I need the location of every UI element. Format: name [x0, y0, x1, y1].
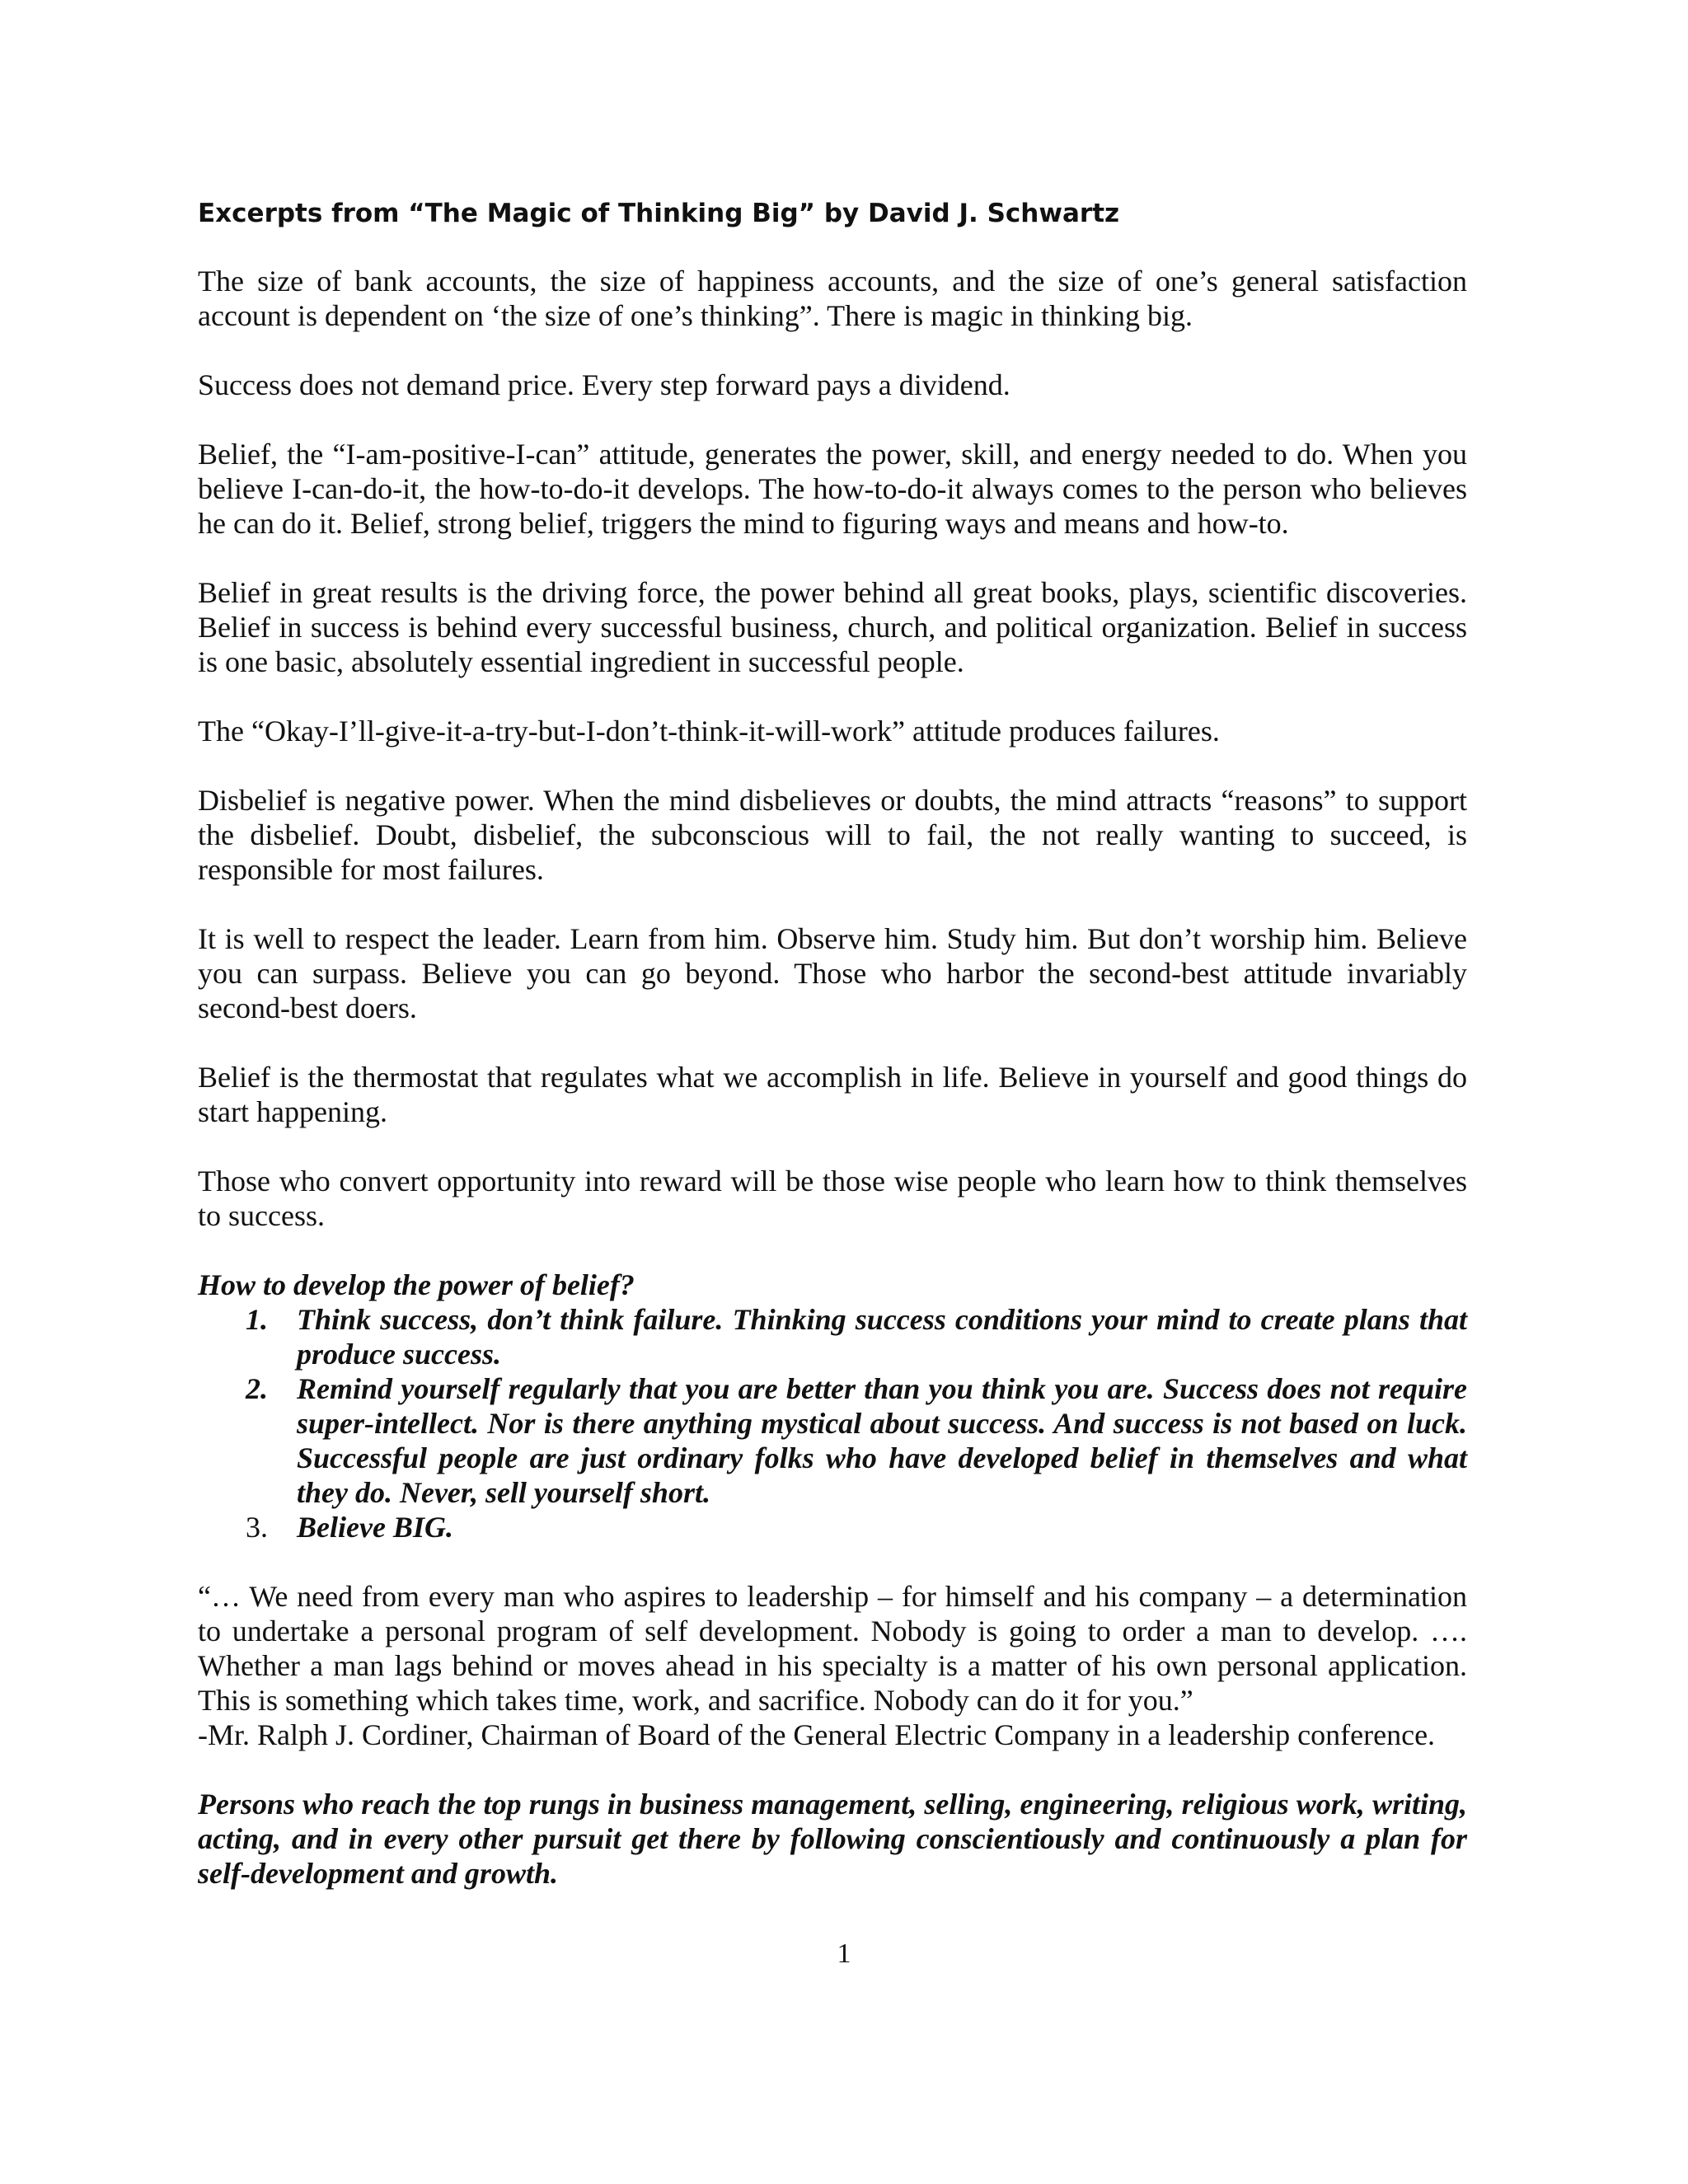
list-item-number: 1.: [246, 1303, 268, 1336]
page-number: 1: [837, 1938, 851, 1969]
paragraph-7: It is well to respect the leader. Learn from him. Observe him. Study him. But don’t worship him. Believe you can surpass. Believe you can go beyond. Those who harbor the second-best attitude invariably second-best doers.: [198, 922, 1467, 1024]
belief-list: [198, 1302, 1467, 1544]
paragraph-2: Success does not demand price. Every step forward pays a dividend.: [198, 368, 1010, 401]
quote: “… We need from every man who aspires to leadership – for himself and his company – a determination to undertake a personal program of self development. Nobody is going to order a man to develop. …. Whether a man lags behind or moves ahead in his specialty is a matter of his own personal application. This is something which takes time, work, and sacrifice. Nobody can do it for you.”: [198, 1580, 1467, 1717]
closing-statement: Persons who reach the top rungs in business management, selling, engineering, religious work, writing, acting, and in every other pursuit get there by following conscientiously and continuously a plan for self-development and growth.: [198, 1788, 1467, 1890]
list-item-text: Remind yourself regularly that you are better than you think you are. Success does not require super-intellect. Nor is there anything mystical about success. And success is not based on luck. Successful people are just ordinary folks who have developed belief in themselves and what they do. Never, sell yourself short.: [297, 1372, 1467, 1509]
document-title: Excerpts from “The Magic of Thinking Big” by David J. Schwartz: [198, 199, 1120, 228]
paragraph-3: Belief, the “I-am-positive-I-can” attitude, generates the power, skill, and energy needed to do. When you believe I-can-do-it, the how-to-do-it develops. The how-to-do-it always comes to the person who believes he can do it. Belief, strong belief, triggers the mind to figuring ways and means and how-to.: [198, 438, 1467, 540]
list-item: [198, 1302, 1467, 1371]
list-item: [198, 1510, 1467, 1544]
list-item-number: 3.: [246, 1511, 268, 1544]
paragraph-6: Disbelief is negative power. When the mind disbelieves or doubts, the mind attracts “reasons” to support the disbelief. Doubt, disbelief, the subconscious will to fail, the not really wanting to succeed, is responsible for most failures.: [198, 784, 1467, 886]
document-body: [198, 196, 1467, 1925]
paragraph-4: Belief in great results is the driving force, the power behind all great books, plays, scientific discoveries. Belief in success is behind every successful business, church, and political organization. Belief in success is one basic, absolutely essential ingredient in successful people.: [198, 576, 1467, 678]
list-heading: How to develop the power of belief?: [198, 1268, 635, 1301]
paragraph-8: Belief is the thermostat that regulates what we accomplish in life. Believe in yourself and good things do start happening.: [198, 1061, 1467, 1128]
list-item-number: 2.: [246, 1372, 268, 1405]
paragraph-5: The “Okay-I’ll-give-it-a-try-but-I-don’t-think-it-will-work” attitude produces failures.: [198, 715, 1220, 748]
paragraph-9: Those who convert opportunity into reward will be those wise people who learn how to think themselves to success.: [198, 1165, 1467, 1232]
list-item: [198, 1371, 1467, 1510]
list-item-text: Believe BIG.: [297, 1511, 453, 1544]
paragraph-1: The size of bank accounts, the size of happiness accounts, and the size of one’s general satisfaction account is dependent on ‘the size of one’s thinking”. There is magic in thinking big.: [198, 265, 1467, 332]
list-item-text: Think success, don’t think failure. Thinking success conditions your mind to create plans that produce success.: [297, 1303, 1467, 1371]
quote-attribution: -Mr. Ralph J. Cordiner, Chairman of Board of the General Electric Company in a leadership conference.: [198, 1718, 1436, 1751]
